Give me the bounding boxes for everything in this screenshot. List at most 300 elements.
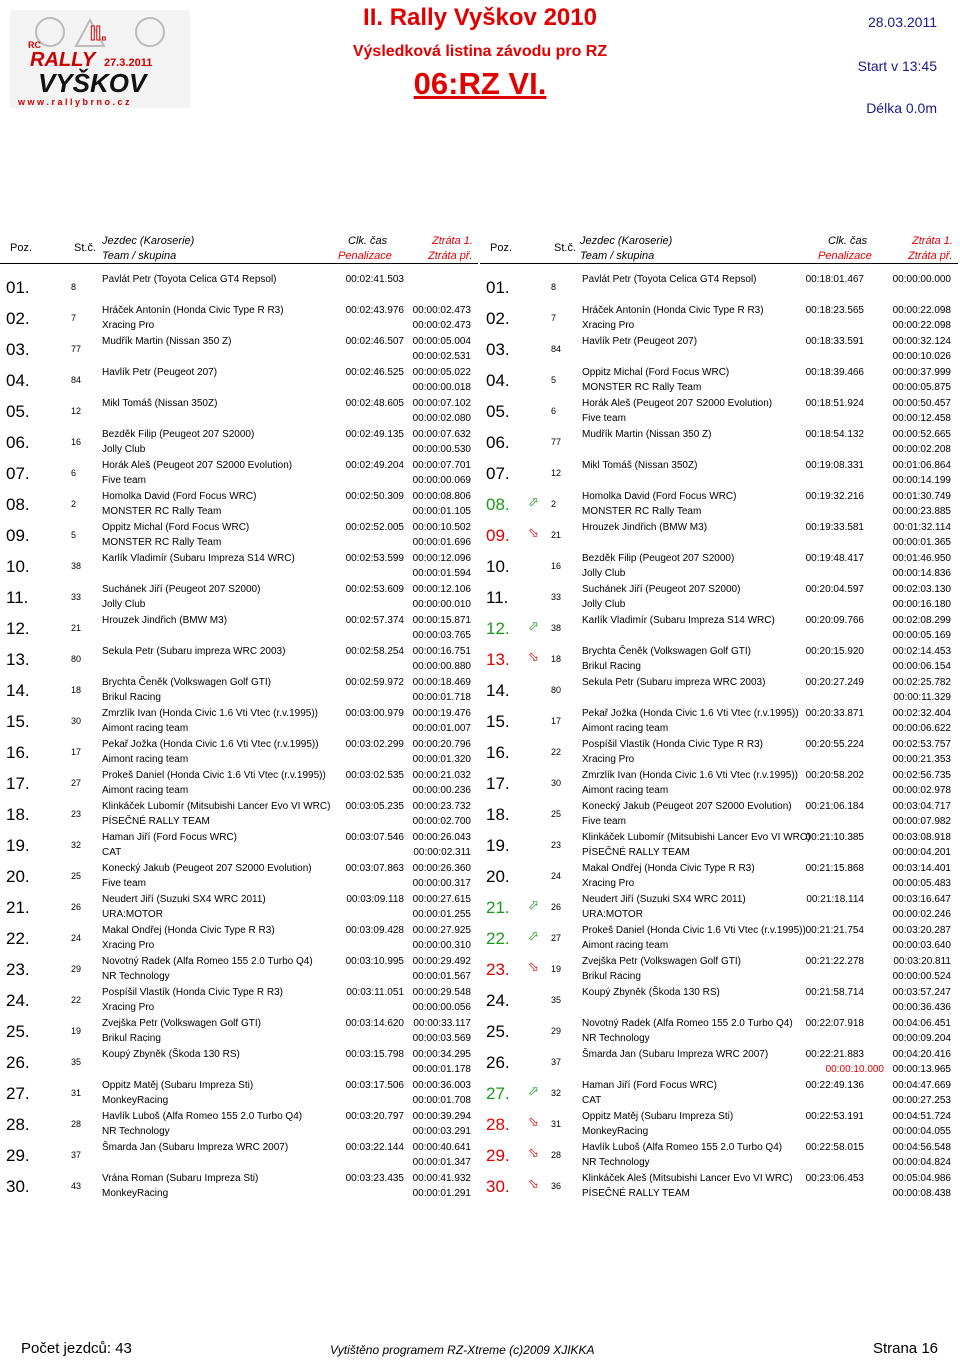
- gap-to-first: 00:00:39.294: [412, 1111, 471, 1122]
- arrow-down-icon: ⬂: [528, 959, 539, 974]
- start-number: 6: [71, 468, 77, 478]
- position: 15.: [486, 712, 510, 731]
- start-number: 24: [71, 933, 82, 943]
- gap-to-first: 00:02:56.735: [892, 770, 951, 781]
- gap-to-first: 00:02:03.130: [892, 584, 951, 595]
- driver-name: Pekař Jožka (Honda Civic 1.6 Vti Vtec (r.v.1995)): [102, 739, 319, 750]
- clock-time: 00:02:48.605: [345, 398, 404, 409]
- team-name: PÍSEČNÉ RALLY TEAM: [582, 1188, 690, 1199]
- clock-time: 00:20:04.597: [805, 584, 864, 595]
- gap-to-first: 00:00:20.796: [412, 739, 471, 750]
- clock-time: 00:03:10.995: [345, 956, 404, 967]
- team-name: PÍSEČNÉ RALLY TEAM: [582, 847, 690, 858]
- position: 08.: [6, 495, 30, 514]
- team-name: Aimont racing team: [582, 940, 669, 951]
- col-time: Clk. čas: [828, 235, 868, 247]
- clock-time: 00:21:10.385: [805, 832, 864, 843]
- event-date: 28.03.2011: [867, 14, 937, 30]
- gap-to-first: 00:00:19.476: [412, 708, 471, 719]
- gap-to-previous: 00:00:05.875: [892, 382, 951, 393]
- driver-name: Hrouzek Jindřich (BMW M3): [102, 615, 228, 626]
- team-name: Xracing Pro: [102, 320, 155, 331]
- team-name: CAT: [102, 847, 122, 858]
- start-number: 12: [71, 406, 82, 416]
- clock-time: 00:03:09.118: [346, 894, 404, 905]
- clock-time: 00:22:21.883: [805, 1049, 864, 1060]
- gap-to-previous: 00:00:01.105: [412, 506, 471, 517]
- result-row: [480, 582, 960, 613]
- team-name: URA:MOTOR: [102, 909, 163, 920]
- gap-to-first: 00:02:14.453: [892, 646, 951, 657]
- start-number: 27: [551, 933, 562, 943]
- start-number: 77: [71, 344, 82, 354]
- driver-name: Haman Jiří (Ford Focus WRC): [582, 1080, 718, 1091]
- logo-roman: II.: [90, 23, 107, 45]
- gap-to-previous: 00:00:00.880: [412, 661, 471, 672]
- start-number: 19: [551, 964, 562, 974]
- col-stc: St.č.: [74, 242, 97, 254]
- result-row: [0, 861, 480, 892]
- gap-to-first: 00:03:20.287: [892, 925, 951, 936]
- start-number: 21: [71, 623, 82, 633]
- clock-time: 00:03:07.863: [345, 863, 404, 874]
- start-number: 28: [551, 1150, 562, 1160]
- clock-time: 00:02:49.204: [345, 460, 404, 471]
- team-name: Brikul Racing: [102, 1033, 161, 1044]
- start-number: 80: [551, 685, 562, 695]
- gap-to-first: 00:00:22.098: [892, 305, 951, 316]
- gap-to-first: 00:00:29.492: [412, 956, 471, 967]
- driver-name: Horák Aleš (Peugeot 207 S2000 Evolution): [582, 398, 773, 409]
- gap-to-previous: 00:00:02.311: [413, 847, 471, 858]
- clock-time: 00:18:54.132: [805, 429, 864, 440]
- result-row: [480, 458, 960, 489]
- gap-to-previous: 00:00:02.473: [412, 320, 471, 331]
- position: 25.: [6, 1022, 30, 1041]
- gap-to-previous: 00:00:00.018: [412, 382, 471, 393]
- clock-time: 00:02:49.135: [345, 429, 404, 440]
- clock-time: 00:02:59.972: [345, 677, 404, 688]
- clock-time: 00:19:08.331: [805, 460, 864, 471]
- gap-to-previous: 00:00:04.201: [892, 847, 951, 858]
- gap-to-first: 00:02:25.782: [892, 677, 951, 688]
- gap-to-previous: 00:00:14.836: [892, 568, 951, 579]
- result-row: [0, 551, 480, 582]
- header-divider: [0, 263, 478, 264]
- gap-to-previous: 00:00:05.483: [892, 878, 951, 889]
- position: 24.: [486, 991, 510, 1010]
- gap-to-first: 00:01:06.864: [892, 460, 951, 471]
- gap-to-previous: 00:00:01.320: [412, 754, 471, 765]
- arrow-down-icon: ⬂: [528, 525, 539, 540]
- arrow-down-icon: ⬂: [528, 649, 539, 664]
- driver-name: Makal Ondřej (Honda Civic Type R R3): [582, 863, 755, 874]
- result-row: [480, 1016, 960, 1047]
- gap-to-first: 00:03:57.247: [892, 987, 951, 998]
- driver-name: Zvejška Petr (Volkswagen Golf GTI): [582, 956, 741, 967]
- clock-time: 00:02:57.374: [345, 615, 404, 626]
- stage-title: 06:RZ VI.: [413, 66, 547, 101]
- start-number: 33: [551, 592, 562, 602]
- gap-to-previous: 00:00:09.204: [892, 1033, 951, 1044]
- gap-to-first: 00:02:08.299: [892, 615, 951, 626]
- team-name: NR Technology: [102, 1126, 170, 1137]
- team-name: Xracing Pro: [582, 754, 635, 765]
- stage-results: [0, 230, 480, 1199]
- team-name: Aimont racing team: [102, 754, 189, 765]
- start-number: 33: [71, 592, 82, 602]
- team-name: Aimont racing team: [582, 723, 669, 734]
- gap-to-first: 00:00:12.106: [412, 584, 471, 595]
- result-row: [0, 613, 480, 644]
- start-number: 29: [71, 964, 82, 974]
- start-number: 30: [551, 778, 562, 788]
- arrow-up-icon: ⬀: [528, 897, 539, 912]
- gap-to-previous: 00:00:01.718: [412, 692, 471, 703]
- gap-to-previous: 00:00:01.007: [412, 723, 471, 734]
- start-number: 36: [551, 1181, 562, 1191]
- position: 11.: [6, 588, 29, 607]
- col-gap-prev: Ztráta př.: [428, 250, 473, 262]
- gap-to-first: 00:01:32.114: [893, 522, 951, 533]
- clock-time: 00:03:00.979: [345, 708, 404, 719]
- gap-to-previous: 00:00:10.026: [892, 351, 951, 362]
- position: 07.: [486, 464, 510, 483]
- driver-name: Karlík Vladimír (Subaru Impreza S14 WRC): [102, 553, 295, 564]
- result-row: [0, 830, 480, 861]
- driver-name: Havlík Luboš (Alfa Romeo 155 2.0 Turbo Q4): [102, 1111, 303, 1122]
- position: 08.: [486, 495, 510, 514]
- gap-to-first: 00:00:34.295: [412, 1049, 471, 1060]
- gap-to-first: 00:03:08.918: [892, 832, 951, 843]
- start-number: 84: [71, 375, 82, 385]
- start-number: 8: [551, 282, 557, 292]
- start-number: 25: [551, 809, 562, 819]
- arrow-down-icon: ⬂: [528, 1176, 539, 1191]
- driver-name: Makal Ondřej (Honda Civic Type R R3): [102, 925, 275, 936]
- result-row: [480, 1047, 960, 1078]
- position: 19.: [6, 836, 30, 855]
- start-number: 35: [71, 1057, 82, 1067]
- result-row: [480, 675, 960, 706]
- result-row: [480, 334, 960, 365]
- gap-to-previous: 00:00:05.169: [892, 630, 951, 641]
- position: 16.: [486, 743, 510, 762]
- position: 06.: [486, 433, 510, 452]
- gap-to-previous: 00:00:01.708: [412, 1095, 471, 1106]
- position: 13.: [6, 650, 30, 669]
- result-row: [480, 489, 960, 520]
- position: 03.: [6, 340, 30, 359]
- clock-time: 00:02:43.976: [345, 305, 404, 316]
- start-number: 5: [71, 530, 77, 540]
- position: 30.: [6, 1177, 30, 1196]
- gap-to-previous: 00:00:08.438: [892, 1188, 951, 1199]
- gap-to-first: 00:00:02.473: [412, 305, 471, 316]
- position: 04.: [6, 371, 30, 390]
- gap-to-previous: 00:00:03.291: [412, 1126, 471, 1137]
- driver-name: Hrouzek Jindřich (BMW M3): [582, 522, 708, 533]
- result-row: [480, 737, 960, 768]
- arrow-down-icon: ⬂: [528, 1145, 539, 1160]
- team-name: Xracing Pro: [102, 1002, 155, 1013]
- start-number: 31: [71, 1088, 82, 1098]
- col-stc: St.č.: [554, 242, 577, 254]
- start-number: 37: [551, 1057, 562, 1067]
- result-row: [480, 427, 960, 458]
- gap-to-first: 00:03:14.401: [892, 863, 951, 874]
- gap-to-previous: 00:00:04.055: [892, 1126, 951, 1137]
- result-row: [0, 706, 480, 737]
- col-penalty: Penalizace: [818, 250, 872, 262]
- start-time: Start v 13:45: [857, 58, 937, 74]
- logo-city: VYŠKOV: [38, 68, 147, 98]
- position: 22.: [6, 929, 30, 948]
- driver-name: Havlík Petr (Peugeot 207): [582, 336, 698, 347]
- driver-name: Suchánek Jiří (Peugeot 207 S2000): [102, 584, 261, 595]
- column-header: [0, 230, 480, 264]
- driver-name: Zvejška Petr (Volkswagen Golf GTI): [102, 1018, 261, 1029]
- clock-time: 00:02:58.254: [345, 646, 404, 657]
- gap-to-first: 00:00:05.004: [412, 336, 471, 347]
- start-number: 28: [71, 1119, 82, 1129]
- result-row: [0, 892, 480, 923]
- clock-time: 00:19:32.216: [805, 491, 864, 502]
- start-number: 18: [71, 685, 82, 695]
- start-number: 7: [71, 313, 77, 323]
- start-number: 27: [71, 778, 82, 788]
- gap-to-previous: 00:00:01.347: [412, 1157, 471, 1168]
- clock-time: 00:23:06.453: [805, 1173, 864, 1184]
- gap-to-first: 00:00:26.043: [412, 832, 471, 843]
- position: 23.: [6, 960, 30, 979]
- clock-time: 00:18:01.467: [805, 274, 864, 285]
- position: 05.: [486, 402, 510, 421]
- driver-name: Mikl Tomáš (Nissan 350Z): [582, 460, 698, 471]
- start-number: 6: [551, 406, 557, 416]
- overall-rows: [480, 272, 960, 1202]
- driver-name: Novotný Radek (Alfa Romeo 155 2.0 Turbo Q4): [582, 1018, 793, 1029]
- clock-time: 00:03:02.535: [345, 770, 404, 781]
- gap-to-first: 00:02:53.757: [892, 739, 951, 750]
- driver-name: Oppitz Michal (Ford Focus WRC): [582, 367, 730, 378]
- position: 12.: [486, 619, 510, 638]
- gap-to-previous: 00:00:02.978: [892, 785, 951, 796]
- result-row: [0, 427, 480, 458]
- start-number: 29: [551, 1026, 562, 1036]
- result-row: [480, 830, 960, 861]
- team-name: NR Technology: [582, 1033, 650, 1044]
- col-team: Team / skupina: [580, 250, 655, 262]
- result-row: [0, 489, 480, 520]
- driver-name: Klinkáček Aleš (Mitsubishi Lancer Evo VI WRC): [582, 1173, 793, 1184]
- gap-to-previous: 00:00:02.246: [892, 909, 951, 920]
- result-row: [480, 923, 960, 954]
- position: 01.: [486, 278, 510, 297]
- gap-to-first: 00:03:20.811: [893, 956, 951, 967]
- col-time: Clk. čas: [348, 235, 388, 247]
- clock-time: 00:22:58.015: [805, 1142, 864, 1153]
- gap-to-first: 00:03:16.647: [892, 894, 951, 905]
- gap-to-previous: 00:00:00.317: [412, 878, 471, 889]
- driver-name: Pavlát Petr (Toyota Celica GT4 Repsol): [102, 274, 277, 285]
- position: 09.: [6, 526, 30, 545]
- driver-name: Neudert Jiří (Suzuki SX4 WRC 2011): [102, 894, 266, 905]
- page-subtitle: Výsledková listina závodu pro RZ: [352, 43, 608, 60]
- gap-to-previous: 00:00:02.208: [892, 444, 951, 455]
- result-row: [480, 365, 960, 396]
- gap-to-previous: 00:00:36.436: [892, 1002, 951, 1013]
- gap-to-first: 00:00:27.615: [412, 894, 471, 905]
- position: 15.: [6, 712, 30, 731]
- gap-to-first: 00:00:29.548: [412, 987, 471, 998]
- result-row: [480, 1140, 960, 1171]
- result-row: [480, 551, 960, 582]
- start-number: 37: [71, 1150, 82, 1160]
- driver-name: Novotný Radek (Alfa Romeo 155 2.0 Turbo Q4): [102, 956, 313, 967]
- result-row: [0, 365, 480, 396]
- team-name: MONSTER RC Rally Team: [582, 382, 702, 393]
- clock-time: 00:02:50.309: [345, 491, 404, 502]
- start-number: 23: [551, 840, 562, 850]
- gap-to-first: 00:02:32.404: [892, 708, 951, 719]
- result-row: [480, 861, 960, 892]
- driver-name: Pospíšil Vlastík (Honda Civic Type R R3): [102, 987, 283, 998]
- gap-to-first: 00:00:50.457: [892, 398, 951, 409]
- col-gap-prev: Ztráta př.: [908, 250, 953, 262]
- team-name: CAT: [582, 1095, 602, 1106]
- result-row: [0, 923, 480, 954]
- gap-to-previous: 00:00:01.291: [412, 1188, 471, 1199]
- result-row: [0, 644, 480, 675]
- header-divider: [480, 263, 958, 264]
- clock-time: 00:03:23.435: [345, 1173, 404, 1184]
- result-row: [0, 1109, 480, 1140]
- position: 05.: [6, 402, 30, 421]
- position: 27.: [6, 1084, 30, 1103]
- driver-name: Koupý Zbyněk (Škoda 130 RS): [582, 987, 720, 998]
- result-row: [0, 768, 480, 799]
- gap-to-first: 00:04:06.451: [892, 1018, 951, 1029]
- clock-time: 00:18:23.565: [805, 305, 864, 316]
- driver-name: Prokeš Daniel (Honda Civic 1.6 Vti Vtec (r.v.1995)): [582, 925, 806, 936]
- team-name: NR Technology: [582, 1157, 650, 1168]
- clock-time: 00:02:41.503: [345, 274, 404, 285]
- team-name: Aimont racing team: [582, 785, 669, 796]
- gap-to-first: 00:00:37.999: [892, 367, 951, 378]
- gap-to-previous: 00:00:01.178: [412, 1064, 471, 1075]
- position: 21.: [6, 898, 30, 917]
- start-number: 5: [551, 375, 557, 385]
- start-number: 38: [551, 623, 562, 633]
- gap-to-previous: 00:00:14.199: [892, 475, 951, 486]
- result-row: [0, 675, 480, 706]
- gap-to-first: 00:00:21.032: [412, 770, 471, 781]
- driver-name: Klinkáček Lubomír (Mitsubishi Lancer Evo VI WRC): [102, 801, 331, 812]
- driver-name: Zmrzlík Ivan (Honda Civic 1.6 Vti Vtec (r.v.1995)): [102, 708, 318, 719]
- team-name: Five team: [102, 878, 146, 889]
- gap-to-previous: 00:00:21.353: [892, 754, 951, 765]
- team-name: Jolly Club: [582, 568, 626, 579]
- gap-to-previous: 00:00:00.530: [412, 444, 471, 455]
- gap-to-first: 00:00:41.932: [412, 1173, 471, 1184]
- position: 02.: [486, 309, 510, 328]
- arrow-down-icon: ⬂: [528, 1114, 539, 1129]
- result-row: [0, 334, 480, 365]
- stage-rows: [0, 272, 480, 1202]
- col-team: Team / skupina: [102, 250, 177, 262]
- col-pos: Poz.: [10, 242, 33, 254]
- clock-time: 00:18:39.466: [805, 367, 864, 378]
- gap-to-previous: 00:00:02.080: [412, 413, 471, 424]
- logo-rally: RALLY: [30, 49, 96, 71]
- gap-to-first: 00:04:20.416: [892, 1049, 951, 1060]
- start-number: 17: [71, 747, 82, 757]
- driver-name: Mudřík Martin (Nissan 350 Z): [582, 429, 712, 440]
- gap-to-first: 00:00:12.096: [412, 553, 471, 564]
- clock-time: 00:03:09.428: [345, 925, 404, 936]
- team-name: Jolly Club: [582, 599, 626, 610]
- position: 23.: [486, 960, 510, 979]
- position: 11.: [486, 588, 509, 607]
- start-number: 19: [71, 1026, 82, 1036]
- position: 02.: [6, 309, 30, 328]
- gap-to-first: 00:00:10.502: [412, 522, 471, 533]
- driver-name: Sekula Petr (Subaru impreza WRC 2003): [102, 646, 286, 657]
- position: 29.: [486, 1146, 510, 1165]
- clock-time: 00:20:33.871: [805, 708, 864, 719]
- result-row: [0, 954, 480, 985]
- gap-to-previous: 00:00:22.098: [892, 320, 951, 331]
- start-number: 24: [551, 871, 562, 881]
- clock-time: 00:19:33.581: [805, 522, 864, 533]
- overall-results: [480, 230, 960, 1199]
- position: 30.: [486, 1177, 510, 1196]
- driver-name: Brychta Čeněk (Volkswagen Golf GTI): [582, 646, 751, 657]
- team-name: URA:MOTOR: [582, 909, 643, 920]
- gap-to-first: 00:00:08.806: [412, 491, 471, 502]
- result-row: [0, 272, 480, 303]
- clock-time: 00:19:48.417: [805, 553, 864, 564]
- col-gap-first: Ztráta 1.: [432, 235, 473, 247]
- gap-to-first: 00:00:18.469: [412, 677, 471, 688]
- start-number: 22: [551, 747, 562, 757]
- result-row: [480, 1109, 960, 1140]
- position: 10.: [486, 557, 510, 576]
- result-row: [480, 985, 960, 1016]
- team-name: Jolly Club: [102, 444, 146, 455]
- position: 25.: [486, 1022, 510, 1041]
- page-number: Strana 16: [872, 1340, 938, 1357]
- clock-time: 00:21:22.278: [805, 956, 864, 967]
- gap-to-first: 00:05:04.986: [892, 1173, 951, 1184]
- gap-to-first: 00:00:52.665: [892, 429, 951, 440]
- team-name: MonkeyRacing: [582, 1126, 649, 1137]
- clock-time: 00:18:33.591: [805, 336, 864, 347]
- team-name: Brikul Racing: [102, 692, 161, 703]
- result-row: [480, 706, 960, 737]
- position: 28.: [486, 1115, 510, 1134]
- team-name: MonkeyRacing: [102, 1188, 169, 1199]
- driver-name: Vrána Roman (Subaru Impreza Sti): [102, 1173, 259, 1184]
- team-name: MONSTER RC Rally Team: [582, 506, 702, 517]
- start-number: 80: [71, 654, 82, 664]
- position: 01.: [6, 278, 30, 297]
- driver-name: Haman Jiří (Ford Focus WRC): [102, 832, 238, 843]
- team-name: MonkeyRacing: [102, 1095, 169, 1106]
- gap-to-first: 00:00:33.117: [413, 1018, 471, 1029]
- gap-to-first: 00:00:36.003: [412, 1080, 471, 1091]
